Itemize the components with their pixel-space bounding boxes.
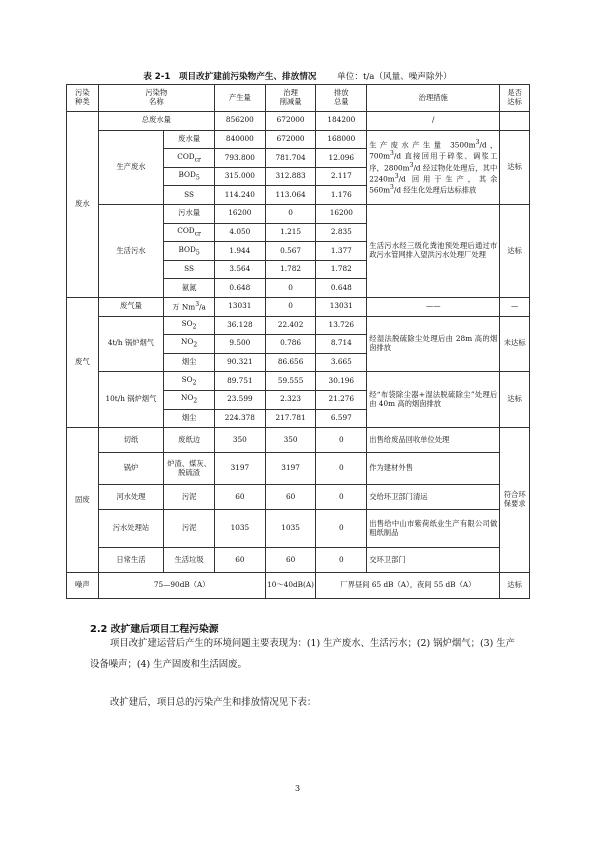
value-produced: 224.378 (214, 409, 265, 428)
pollutant-name: 废纸边 (164, 428, 215, 453)
value-produced: 315.000 (214, 167, 265, 186)
value-emitted: 1.176 (316, 186, 367, 205)
pollutant-name: 废水量 (164, 130, 215, 149)
value-emitted: 0 (316, 453, 367, 485)
category-noise: 噪声 (67, 573, 99, 599)
value-reduced: 0 (265, 279, 316, 298)
header-measure: 治理措施 (367, 85, 500, 112)
solid-source: 河水处理 (98, 485, 164, 510)
exhaust-volume-unit: 万 Nm$^3$/a (164, 297, 215, 316)
group-production-wastewater: 生产废水 (98, 130, 164, 204)
value-reduced: 59.555 (265, 372, 316, 391)
value-produced: 350 (214, 428, 265, 453)
value-produced: 4.050 (214, 223, 265, 242)
pollutant-name: $NO_2$ (164, 335, 215, 354)
measure-cell: / (367, 112, 500, 131)
value-reduced: 1035 (265, 510, 316, 548)
value-reduced: 672000 (265, 130, 316, 149)
value-produced: 840000 (214, 130, 265, 149)
value-emitted: 0 (316, 548, 367, 573)
value-emitted: 168000 (316, 130, 367, 149)
value-emitted: 12.096 (316, 149, 367, 168)
value-produced: 16200 (214, 204, 265, 223)
value-produced: 3.564 (214, 260, 265, 279)
exhaust-volume-label: 废气量 (98, 297, 164, 316)
header-pollutant: 污染物 名称 (98, 85, 214, 112)
value-emitted: 0 (316, 428, 367, 453)
compliant-cell: 达标 (500, 372, 530, 428)
measure-cell: 交给环卫部门清运 (367, 485, 500, 510)
solid-source: 切纸 (98, 428, 164, 453)
category-wastewater: 废水 (67, 112, 99, 298)
pollutant-name: 烟尘 (164, 353, 215, 372)
value-emitted: 3.665 (316, 353, 367, 372)
solid-source: 日常生活 (98, 548, 164, 573)
value-emitted: 1.782 (316, 260, 367, 279)
compliant-cell: 符合环保要求 (500, 428, 530, 573)
paragraph-2: 改扩建后，项目总的污染产生和排放情况见下表： (110, 697, 317, 708)
value-reduced: 781.704 (265, 149, 316, 168)
pollutant-name: $BOD_5$ (164, 242, 215, 261)
pollutant-name: 生活垃圾 (164, 548, 215, 573)
value-reduced: 86.656 (265, 353, 316, 372)
pollutant-name: 污水量 (164, 204, 215, 223)
value-produced: 90.321 (214, 353, 265, 372)
paragraph-1: 项目改扩建运营后产生的环境问题主要表现为：(1) 生产废水、生活污水；(2) 锅炉烟气；(3) 生产设备噪声；(4) 生产固废和生活固废。 (90, 638, 516, 670)
header-reduced: 治理 削减量 (265, 85, 316, 112)
header-category: 污染 种类 (67, 85, 99, 112)
value-reduced: 60 (265, 548, 316, 573)
group-boiler-4t: 4t/h 锅炉烟气 (98, 316, 164, 372)
value-produced: 13031 (214, 297, 265, 316)
compliant-cell (500, 112, 530, 131)
value-produced: 1035 (214, 510, 265, 548)
value-reduced: 3197 (265, 453, 316, 485)
pollutant-name: SS (164, 186, 215, 205)
pollutant-name: 污泥 (164, 510, 215, 548)
value-emitted: 13.726 (316, 316, 367, 335)
group-domestic-sewage: 生活污水 (98, 204, 164, 297)
header-emitted: 排放 总量 (316, 85, 367, 112)
value-produced: 60 (214, 485, 265, 510)
value-reduced: 1.782 (265, 260, 316, 279)
measure-cell: 经湿法脱硫除尘处理后由 28m 高的烟囱排放 (367, 316, 500, 372)
pollutant-name: $COD_{cr}$ (164, 223, 215, 242)
solid-source: 污水处理站 (98, 510, 164, 548)
solid-source: 锅炉 (98, 453, 164, 485)
value-reduced: 113.064 (265, 186, 316, 205)
table-unit: 单位：t/a（风量、噪声除外） (337, 72, 452, 82)
pollutant-name: 氨氮 (164, 279, 215, 298)
noise-produced: 75—90dB（A） (98, 573, 265, 599)
pollutant-name: $SO_2$ (164, 316, 215, 335)
measure-cell: 作为建材外售 (367, 453, 500, 485)
value-reduced: 0 (265, 204, 316, 223)
compliant-cell: — (500, 297, 530, 316)
header-compliant: 是否 达标 (500, 85, 530, 112)
table-caption (0, 70, 595, 82)
pollutant-name: SS (164, 260, 215, 279)
value-reduced: 1.215 (265, 223, 316, 242)
pollutant-name: $BOD_5$ (164, 167, 215, 186)
compliant-cell: 达标 (500, 204, 530, 297)
value-produced: 9.500 (214, 335, 265, 354)
value-emitted: 2.117 (316, 167, 367, 186)
value-emitted: 2.835 (316, 223, 367, 242)
measure-cell: 出售给中山市紫荷纸业生产有限公司做粗纸制品 (367, 510, 500, 548)
value-reduced: 60 (265, 485, 316, 510)
value-emitted: 1.377 (316, 242, 367, 261)
value-produced: 1.944 (214, 242, 265, 261)
value-produced: 0.648 (214, 279, 265, 298)
value-emitted: 8.714 (316, 335, 367, 354)
value-emitted: 21.276 (316, 390, 367, 409)
section-heading: 2.2 改扩建后项目工程污染源 (90, 624, 219, 635)
value-reduced: 0 (265, 297, 316, 316)
measure-cell: 交环卫部门 (367, 548, 500, 573)
value-produced: 36.128 (214, 316, 265, 335)
value-emitted: 184200 (316, 112, 367, 131)
value-reduced: 0.786 (265, 335, 316, 354)
value-produced: 89.751 (214, 372, 265, 391)
pollutant-name: 污泥 (164, 485, 215, 510)
page-number: 3 (294, 784, 301, 793)
value-reduced: 350 (265, 428, 316, 453)
value-produced: 856200 (214, 112, 265, 131)
compliant-cell: 达标 (500, 573, 530, 599)
value-produced: 3197 (214, 453, 265, 485)
value-reduced: 0.567 (265, 242, 316, 261)
compliant-cell: 达标 (500, 130, 530, 204)
category-exhaust: 废气 (67, 297, 99, 427)
header-produced: 产生量 (214, 85, 265, 112)
measure-cell: 出售给废品回收单位处理 (367, 428, 500, 453)
value-reduced: 2.323 (265, 390, 316, 409)
value-emitted: 13031 (316, 297, 367, 316)
value-produced: 793.800 (214, 149, 265, 168)
table-title: 表 2-1 项目改扩建前污染物产生、排放情况 (143, 72, 317, 82)
value-reduced: 22.402 (265, 316, 316, 335)
value-produced: 114.240 (214, 186, 265, 205)
pollutant-name: $COD_{cr}$ (164, 149, 215, 168)
total-wastewater-label: 总废水量 (98, 112, 214, 131)
pollutant-name: 炉渣、煤灰、脱硫渣 (164, 453, 215, 485)
pollutant-name: $NO_2$ (164, 390, 215, 409)
value-reduced: 672000 (265, 112, 316, 131)
compliant-cell: 未达标 (500, 316, 530, 372)
value-produced: 23.599 (214, 390, 265, 409)
value-emitted: 0 (316, 485, 367, 510)
category-solid-waste: 固废 (67, 428, 99, 573)
value-emitted: 0.648 (316, 279, 367, 298)
value-emitted: 30.196 (316, 372, 367, 391)
value-emitted: 0 (316, 510, 367, 548)
pollution-table (66, 84, 530, 599)
measure-cell: 经“布袋除尘器+湿法脱硫除尘”处理后由 40m 高的烟囱排放 (367, 372, 500, 428)
noise-reduced: 10～40dB(A) (265, 573, 316, 599)
measure-cell: 生产废水产生量 $3500m^3/d$，$700m^3/d$ 直接回用于碎浆、调浆工序，$2800m^3/d$ 经过物化处理后，其中 $2240m^3/d$ 回用于生产，其余 $560m^3/d$ 经生化处理后达标排放 (367, 130, 500, 204)
pollutant-name: 烟尘 (164, 409, 215, 428)
value-emitted: 6.597 (316, 409, 367, 428)
value-produced: 60 (214, 548, 265, 573)
group-boiler-10t: 10t/h 锅炉烟气 (98, 372, 164, 428)
pollutant-name: $SO_2$ (164, 372, 215, 391)
value-emitted: 16200 (316, 204, 367, 223)
measure-cell: —— (367, 297, 500, 316)
measure-cell: 厂界昼间 65 dB（A），夜间 55 dB（A） (316, 573, 500, 599)
measure-cell: 生活污水经三级化粪池预处理后通过市政污水管网排入望洪污水处理厂处理 (367, 204, 500, 297)
value-reduced: 217.781 (265, 409, 316, 428)
value-reduced: 312.883 (265, 167, 316, 186)
